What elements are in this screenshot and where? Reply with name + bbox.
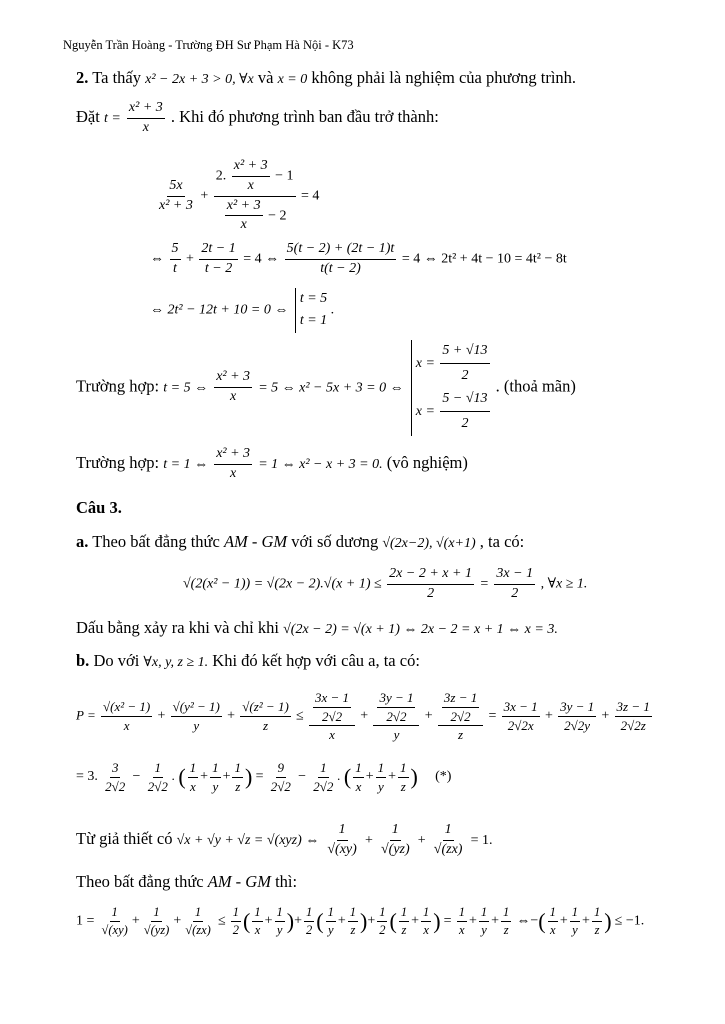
fraction <box>232 760 243 794</box>
denominator: 2 <box>461 368 469 384</box>
numerator: 3y − 1 <box>377 690 415 708</box>
denominator: y <box>276 923 283 937</box>
numerator: 1 <box>348 905 358 922</box>
compound-fraction <box>373 690 419 743</box>
final-inequality <box>76 905 644 938</box>
fraction <box>231 905 241 938</box>
numerator: x² + 3 <box>232 158 270 177</box>
lhs: x = <box>415 403 435 419</box>
case-bracket <box>295 288 327 333</box>
numerator: 3z − 1 <box>442 690 479 708</box>
text: và <box>257 68 274 87</box>
fraction <box>548 905 558 938</box>
line-3a <box>76 532 524 553</box>
fraction <box>188 760 199 794</box>
fraction <box>440 340 489 388</box>
section-title: Câu 3. <box>76 498 122 517</box>
fraction <box>285 241 397 278</box>
denominator: 2√2y <box>564 717 591 733</box>
plus-sign: + <box>364 833 373 849</box>
denominator: 2 <box>232 923 240 937</box>
lhs: P = <box>76 707 96 723</box>
math-expr: √(2x−2), √(x+1) <box>382 536 476 551</box>
numerator: 1 <box>252 905 262 922</box>
plus-sign: + <box>411 913 419 929</box>
numerator: 3z − 1 <box>615 699 652 717</box>
rhs: = 4 <box>301 188 320 204</box>
fraction <box>501 905 511 938</box>
denominator: x <box>142 119 149 135</box>
denominator: z <box>503 923 509 937</box>
case-bracket <box>411 340 492 436</box>
item-number: 2. <box>76 68 89 87</box>
plus-sign: + <box>544 708 553 724</box>
denominator: z <box>235 778 241 794</box>
denominator: z <box>594 923 600 937</box>
compound-fraction <box>214 158 296 234</box>
line-substitution <box>76 100 439 137</box>
fraction <box>379 822 412 859</box>
numerator: 1 <box>232 760 243 778</box>
numerator: 1 <box>151 905 161 922</box>
denominator: z <box>350 923 356 937</box>
fraction <box>313 690 351 724</box>
fraction <box>325 822 358 859</box>
text: không phải là nghiệm của phương trình. <box>311 68 577 87</box>
line-amgm <box>76 872 297 892</box>
equiv: ⇔ <box>516 913 531 929</box>
denominator: √(yz) <box>380 841 410 857</box>
text: , ta có: <box>479 532 525 551</box>
numerator: 3x − 1 <box>502 699 540 717</box>
numerator: 3x − 1 <box>313 690 351 708</box>
page-header: Nguyễn Trần Hoàng - Trường ĐH Sư Phạm Hà Nội - K73 <box>63 38 354 52</box>
numerator: 1 <box>570 905 580 922</box>
fraction <box>183 905 213 938</box>
denominator: t(t − 2) <box>320 260 361 276</box>
plus-sign: + <box>186 251 194 267</box>
numerator: 1 <box>376 760 387 778</box>
line-equality <box>76 618 558 639</box>
compound-fraction <box>438 690 483 743</box>
denominator: x <box>230 389 237 405</box>
numerator <box>214 158 296 197</box>
line-3b <box>76 651 420 672</box>
numerator: 3x − 1 <box>494 566 535 585</box>
paren-open: ( <box>538 908 546 934</box>
plus-sign: + <box>222 769 231 785</box>
denominator: 2 <box>461 416 469 432</box>
numerator: 9 <box>276 760 287 778</box>
plus-sign: + <box>173 913 182 929</box>
numerator: 1 <box>479 905 489 922</box>
denominator: 2 <box>306 923 313 937</box>
plus-sign: + <box>388 769 397 785</box>
text: . (thoả mãn) <box>495 376 576 396</box>
lhs: = 3. <box>76 769 98 785</box>
math-expr: x² − 2x + 3 > 0, ∀x <box>145 72 254 87</box>
fraction <box>398 760 409 794</box>
denominator: x <box>240 217 247 233</box>
paren-open: ( <box>389 908 397 934</box>
fraction <box>348 905 358 938</box>
equals: = <box>488 708 497 724</box>
fraction <box>275 905 285 938</box>
paren-open: ( <box>343 763 352 789</box>
numerator: 1 <box>457 905 467 922</box>
denominator: 2 <box>379 923 386 937</box>
numerator: 1 <box>501 905 511 922</box>
numerator: √(x² − 1) <box>101 699 152 717</box>
numerator: 1 <box>304 905 314 922</box>
item-label: b. <box>76 651 90 670</box>
numerator: 1 <box>188 760 199 778</box>
fraction <box>142 905 172 938</box>
text: thì: <box>275 872 298 891</box>
numerator: 1 <box>592 905 602 922</box>
text: Dấu bằng xảy ra khi và chỉ khi <box>76 618 279 637</box>
plus-sign: + <box>424 708 433 724</box>
numerator: 1 <box>110 905 120 922</box>
fraction <box>377 905 387 938</box>
fraction <box>304 905 314 938</box>
math-expr: t = 5 ⇔ <box>163 380 209 396</box>
fraction <box>252 905 262 938</box>
case-item: t = 5 <box>299 291 328 306</box>
denominator: 2√2 <box>321 708 343 724</box>
plus-sign: + <box>491 913 500 929</box>
denominator: t − 2 <box>204 260 233 276</box>
text: Trường hợp: <box>76 453 160 473</box>
line-case-1 <box>76 340 576 436</box>
denominator: 2√2 <box>386 708 407 724</box>
text: AM - GM <box>223 532 288 551</box>
numerator <box>309 690 355 726</box>
denominator: √(xy) <box>101 923 128 937</box>
fraction <box>432 822 465 859</box>
numerator: 1 <box>548 905 558 922</box>
equation-1 <box>155 158 319 234</box>
denominator: √(zx) <box>433 841 463 857</box>
line-case-2 <box>76 446 468 483</box>
numerator: x² + 3 <box>214 446 252 465</box>
numerator: 1 <box>398 760 409 778</box>
denominator: y <box>481 923 487 937</box>
denominator: √(zx) <box>185 923 211 937</box>
fraction <box>127 100 165 137</box>
plus-sign: + <box>200 188 209 204</box>
paren-close: ) <box>286 908 295 934</box>
case-item <box>416 388 492 436</box>
numerator: 1 <box>318 760 329 778</box>
denominator: 2√2 <box>105 778 126 794</box>
denominator: t <box>173 260 177 276</box>
numerator: √(y² − 1) <box>171 699 222 717</box>
paren-close: ) <box>360 908 368 934</box>
fraction <box>376 760 387 794</box>
denominator: y <box>193 717 200 733</box>
minus-sign: − <box>530 913 539 929</box>
case-item: t = 1 <box>299 313 328 329</box>
plus-sign: + <box>582 913 590 929</box>
lhs: √(2(x² − 1)) = √(2x − 2).√(x + 1) ≤ <box>183 576 382 592</box>
equals: = <box>443 913 452 929</box>
denominator: 2√2 <box>270 778 291 794</box>
lhs: 1 = <box>76 913 95 929</box>
numerator: √(z² − 1) <box>240 699 291 717</box>
line-p2-intro <box>76 68 576 89</box>
text: với số dương <box>291 532 379 551</box>
item-label: a. <box>76 532 89 551</box>
plus-sign: + <box>227 708 236 724</box>
fraction <box>210 760 221 794</box>
denominator: z <box>401 923 407 937</box>
equation-2 <box>150 241 567 278</box>
fraction <box>100 905 130 938</box>
fraction <box>570 905 580 938</box>
numerator: 1 <box>390 822 401 841</box>
denominator: x <box>549 923 556 937</box>
plus-sign: + <box>200 769 209 785</box>
plus-sign: + <box>360 708 369 724</box>
math-expr: x = 0 <box>277 72 308 87</box>
denominator: √(xy) <box>327 841 357 857</box>
fraction <box>399 905 409 938</box>
numerator: 1 <box>210 760 221 778</box>
term: − 2 <box>268 208 287 224</box>
numerator: 3y − 1 <box>558 699 596 717</box>
fraction <box>353 760 364 794</box>
fraction <box>269 760 293 794</box>
fraction <box>615 699 652 733</box>
numerator: 1 <box>326 905 336 922</box>
plus-sign: + <box>601 708 610 724</box>
denominator: y <box>572 923 578 937</box>
text: Ta thấy <box>92 68 141 87</box>
math-expr: t = <box>103 111 121 127</box>
numerator: 1 <box>399 905 409 922</box>
fraction <box>502 699 540 733</box>
fraction <box>457 905 467 938</box>
rhs: = 4 ⇔ 2t² + 4t − 10 = 4t² − 8t <box>401 251 567 267</box>
text: Theo bất đẳng thức <box>92 532 220 551</box>
lhs: ⇔ 2t² − 12t + 10 = 0 ⇔ <box>150 302 289 318</box>
denominator: z <box>458 727 464 743</box>
rhs: ≤ −1. <box>614 913 645 929</box>
denominator: 2√2 <box>313 778 334 794</box>
fraction <box>377 690 415 724</box>
numerator: 2t − 1 <box>199 241 237 260</box>
fraction <box>442 690 479 724</box>
fraction <box>311 760 335 794</box>
numerator: 1 <box>443 822 454 841</box>
denominator: x <box>423 923 429 937</box>
plus-sign: + <box>131 913 140 929</box>
plus-sign: + <box>417 833 426 849</box>
fraction <box>494 566 535 603</box>
numerator: 1 <box>275 905 285 922</box>
denominator: 2√2 <box>147 778 168 794</box>
fraction <box>240 699 291 733</box>
equals: = <box>255 769 264 785</box>
numerator: 5 + √13 <box>440 340 489 364</box>
fraction <box>199 241 237 278</box>
numerator: 1 <box>377 905 387 922</box>
fraction <box>387 566 474 603</box>
paren-close: ) <box>604 908 612 934</box>
numerator: 2x − 2 + x + 1 <box>387 566 474 585</box>
equals: = <box>479 576 489 592</box>
text: Khi đó kết hợp với câu a, ta có: <box>212 651 420 670</box>
math-expr: ∀x, y, z ≥ 1. <box>143 655 209 670</box>
plus-sign: + <box>264 913 273 929</box>
star-label: (*) <box>435 769 452 785</box>
denominator: z <box>400 778 406 794</box>
leq: ≤ <box>217 913 226 929</box>
equiv: ⇔ <box>150 251 164 267</box>
numerator: x² + 3 <box>225 198 263 217</box>
paren-open: ( <box>243 908 251 934</box>
numerator: x² + 3 <box>214 369 252 388</box>
numerator: 5(t − 2) + (2t − 1)t <box>285 241 397 260</box>
minus-sign: − <box>298 769 307 785</box>
term: − 1 <box>275 168 294 184</box>
numerator: 1 <box>153 760 164 778</box>
denominator: 2√2 <box>450 708 471 724</box>
text: AM - GM <box>207 872 271 891</box>
plus-sign: + <box>559 913 568 929</box>
plus-sign: + <box>157 708 166 724</box>
plus-sign: + <box>367 913 376 929</box>
lhs: x = <box>415 356 435 372</box>
plus-sign: + <box>365 769 374 785</box>
fraction <box>421 905 431 938</box>
fraction <box>101 699 152 733</box>
math-expr: √(2x − 2) = √(x + 1) ⇔ 2x − 2 = x + 1 ⇔ x = 3. <box>283 622 558 637</box>
numerator: 1 <box>337 822 348 841</box>
fraction <box>592 905 602 938</box>
text: Từ giả thiết có <box>76 829 173 849</box>
denominator: 2√2x <box>507 717 534 733</box>
numerator <box>373 690 419 726</box>
equation-3 <box>150 288 334 333</box>
period: . <box>330 302 335 318</box>
denominator: x <box>254 923 261 937</box>
denominator: z <box>263 717 269 733</box>
fraction <box>479 905 489 938</box>
denominator: x <box>459 923 465 937</box>
fraction <box>170 241 181 278</box>
fraction <box>232 158 270 195</box>
denominator: y <box>393 727 400 743</box>
fraction <box>558 699 596 733</box>
paren-open: ( <box>178 763 186 789</box>
mid: = 4 ⇔ <box>243 251 280 267</box>
fraction <box>214 369 252 406</box>
compound-fraction <box>309 690 355 743</box>
case-item <box>416 340 492 388</box>
math-expr: t = 1 ⇔ <box>163 457 209 473</box>
denominator: x² + 3 <box>159 197 193 213</box>
text: . Khi đó phương trình ban đầu trở thành: <box>170 107 439 127</box>
denominator: x <box>355 778 362 794</box>
text: Trường hợp: <box>76 376 160 396</box>
minus-sign: − <box>132 769 141 785</box>
denominator <box>221 197 289 235</box>
denominator: y <box>327 923 334 937</box>
inequality-3a <box>183 566 587 603</box>
numerator: 5 − √13 <box>440 388 489 412</box>
denominator: x <box>123 717 130 733</box>
fraction <box>103 760 127 794</box>
numerator: 1 <box>421 905 431 922</box>
denominator: √(yz) <box>143 923 170 937</box>
paren-close: ) <box>433 908 441 934</box>
coef: 2. <box>215 168 227 184</box>
denominator: x <box>230 465 237 481</box>
denominator: x <box>329 727 335 743</box>
numerator: 5x <box>167 178 184 197</box>
plus-sign: + <box>468 913 477 929</box>
plus-sign: + <box>294 913 303 929</box>
fraction <box>146 760 170 794</box>
numerator: 1 <box>231 905 241 922</box>
paren-close: ) <box>244 763 253 789</box>
numerator: 5 <box>170 241 181 260</box>
rhs: , ∀x ≥ 1. <box>540 576 588 592</box>
denominator: y <box>378 778 384 794</box>
denominator: 2 <box>427 585 435 601</box>
text: Đặt <box>76 107 100 127</box>
denominator: 2 <box>511 585 519 601</box>
numerator: 1 <box>193 905 203 922</box>
paren-close: ) <box>410 763 418 789</box>
text: Do với <box>93 651 140 670</box>
numerator <box>438 690 483 726</box>
denominator: x <box>247 177 254 193</box>
denominator: y <box>212 778 219 794</box>
denominator: x <box>190 778 196 794</box>
numerator: 1 <box>353 760 364 778</box>
plus-sign: + <box>337 913 346 929</box>
numerator: 3 <box>110 760 121 778</box>
math-expr: = 1 ⇔ x² − x + 3 = 0. <box>258 457 383 473</box>
equation-P <box>76 690 654 743</box>
math-expr: √x + √y + √z = √(xyz) ⇔ <box>176 833 320 849</box>
fraction <box>171 699 222 733</box>
fraction <box>440 388 489 436</box>
paren-open: ( <box>316 908 324 934</box>
text: Theo bất đẳng thức <box>76 872 204 891</box>
math-expr: = 5 ⇔ x² − 5x + 3 = 0 ⇔ <box>258 380 404 396</box>
fraction <box>214 446 252 483</box>
leq: ≤ <box>296 708 304 724</box>
fraction <box>326 905 336 938</box>
fraction <box>225 198 263 235</box>
text: (vô nghiệm) <box>386 453 468 473</box>
denominator: 2√2z <box>620 717 646 733</box>
fraction <box>157 178 195 215</box>
equation-P-cont: = 3. $\frac{3}{2√2}$ − $\frac{1}{2√2}$ . ( $\frac{1}{x}$ + $\frac{1}{y}$ + $\frac{1}{z}$ ) = $\frac{9}{2√2}$ − $\frac{1}{2√2}$ . ( $\frac{1}{x}$ + $\frac{1}{y}$ + $\frac{1}{z}$ ) (*) <box>76 760 452 794</box>
numerator: x² + 3 <box>127 100 165 119</box>
rhs: = 1. <box>470 833 493 849</box>
line-hypothesis <box>76 822 493 859</box>
